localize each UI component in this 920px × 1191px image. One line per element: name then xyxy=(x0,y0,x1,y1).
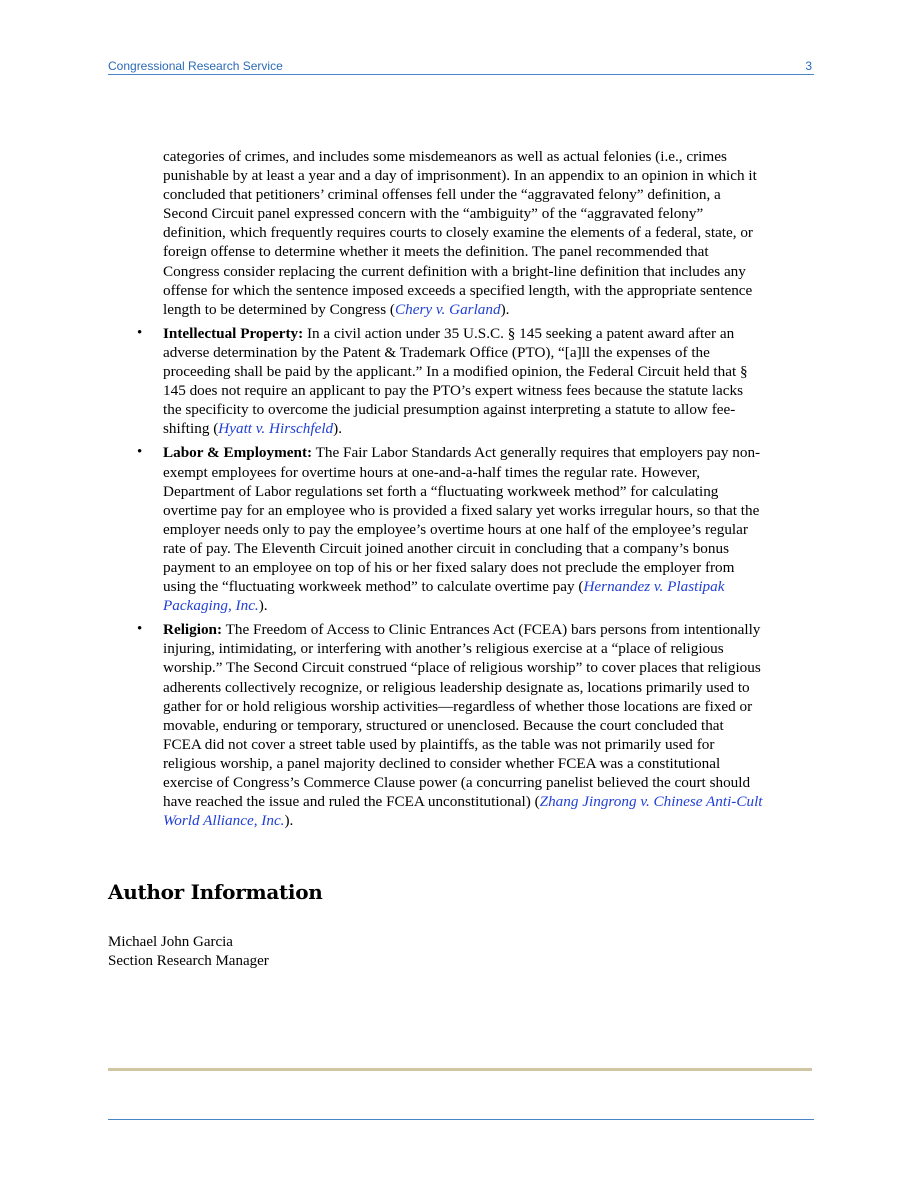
bullet-religion xyxy=(137,620,763,830)
case-link-chery[interactable]: Chery v. Garland xyxy=(394,300,501,318)
bullet-text: In a civil action under 35 U.S.C. § 145 seeking a patent award after an adverse determination by the Patent & Trademark Office (PTO), “[a]ll the expenses of the proceeding shall be paid by the applicant.” In a modified opinion, the Federal Circuit held that § 145 does not require an applicant to pay the PTO’s expert witness fees because the statute lacks the specificity to overcome the judicial presumption against interpreting a statute to allow fee-shifting ( xyxy=(163,324,748,438)
case-link-hernandez[interactable]: Hernandez v. Plastipak Packaging, Inc. xyxy=(163,578,725,615)
case-link-zhang[interactable]: Zhang Jingrong v. Chinese Anti-Cult World Alliance, Inc. xyxy=(163,793,763,830)
bullet-text: The Fair Labor Standards Act generally requires that employers pay non-exempt employees for overtime hours at one-and-a-half times the regular rate. However, Department of Labor regulations set forth a “fluctuating workweek method” for calculating overtime pay for an employee who is provided a fixed salary yet works irregular hours, so that the employer needs only to pay the employee’s overtime hours at one half of the employee’s regular rate of pay. The Eleventh Circuit joined another circuit in concluding that a company’s bonus payment to an employee on top of his or her fixed salary does not preclude the employer from using the “fluctuating workweek method” to calculate overtime pay ( xyxy=(163,444,761,596)
topic-bullet-list xyxy=(108,324,814,830)
bullet-label: Intellectual Property: xyxy=(163,324,304,342)
continued-paragraph xyxy=(163,147,763,319)
bullet-label: Labor & Employment: xyxy=(163,444,313,462)
page-number: 3 xyxy=(805,59,812,73)
header-organization: Congressional Research Service xyxy=(108,59,283,73)
bullet-text: The Freedom of Access to Clinic Entrances Act (FCEA) bars persons from intentionally injuring, intimidating, or interfering with another’s religious exercise at a “place of religious worship.” The Second Circuit construed “place of religious worship” to cover places that religious adherents collectively recognize, or religious leadership designate as, locations primarily used to gather for or hold religious worship activities—regardless of whether those locations are fixed or movable, enduring or temporary, structured or unenclosed. Because the court concluded that FCEA did not cover a street table used by plaintiffs, as the table was not primarily used for religious worship, a panel majority declined to consider whether FCEA was a constitutional exercise of Congress’s Commerce Clause power (a concurring panelist believed the court should have reached the issue and ruled the FCEA unconstitutional) ( xyxy=(163,621,761,811)
gold-divider xyxy=(108,1068,812,1071)
bullet-dot-icon: • xyxy=(137,324,143,341)
bullet-intellectual-property xyxy=(137,324,763,439)
author-title: Section Research Manager xyxy=(108,953,269,969)
author-name: Michael John Garcia xyxy=(108,934,233,950)
paragraph-closing: ). xyxy=(500,300,510,318)
bullet-dot-icon: • xyxy=(137,444,143,461)
footer-rule xyxy=(108,1119,814,1120)
author-information-heading: Author Information xyxy=(108,880,323,904)
case-link-hyatt[interactable]: Hyatt v. Hirschfeld xyxy=(218,420,334,438)
bullet-labor-employment xyxy=(137,443,763,615)
author-block xyxy=(108,933,269,971)
bullet-closing: ). xyxy=(284,812,294,830)
bullet-closing: ). xyxy=(333,420,342,438)
running-header xyxy=(108,58,814,75)
bullet-dot-icon: • xyxy=(137,621,143,638)
document-body xyxy=(108,147,814,830)
bullet-label: Religion: xyxy=(163,621,223,639)
bullet-closing: ). xyxy=(258,597,268,615)
paragraph-text: categories of crimes, and includes some misdemeanors as well as actual felonies (i.e., crimes punishable by at least a year and a day of imprisonment). In an appendix to an opinion in which it concluded that petitioners’ criminal offenses fell under the “aggravated felony” definition, a Second Circuit panel expressed concern with the “ambiguity” of the “aggravated felony” definition, which frequently requires courts to closely examine the elements of a federal, state, or foreign offense to determine whether it meets the definition. The panel recommended that Congress consider replacing the current definition with a bright-line definition that includes any offense for which the sentence imposed exceeds a specified length, with the appropriate sentence length to be determined by Congress ( xyxy=(163,148,757,318)
